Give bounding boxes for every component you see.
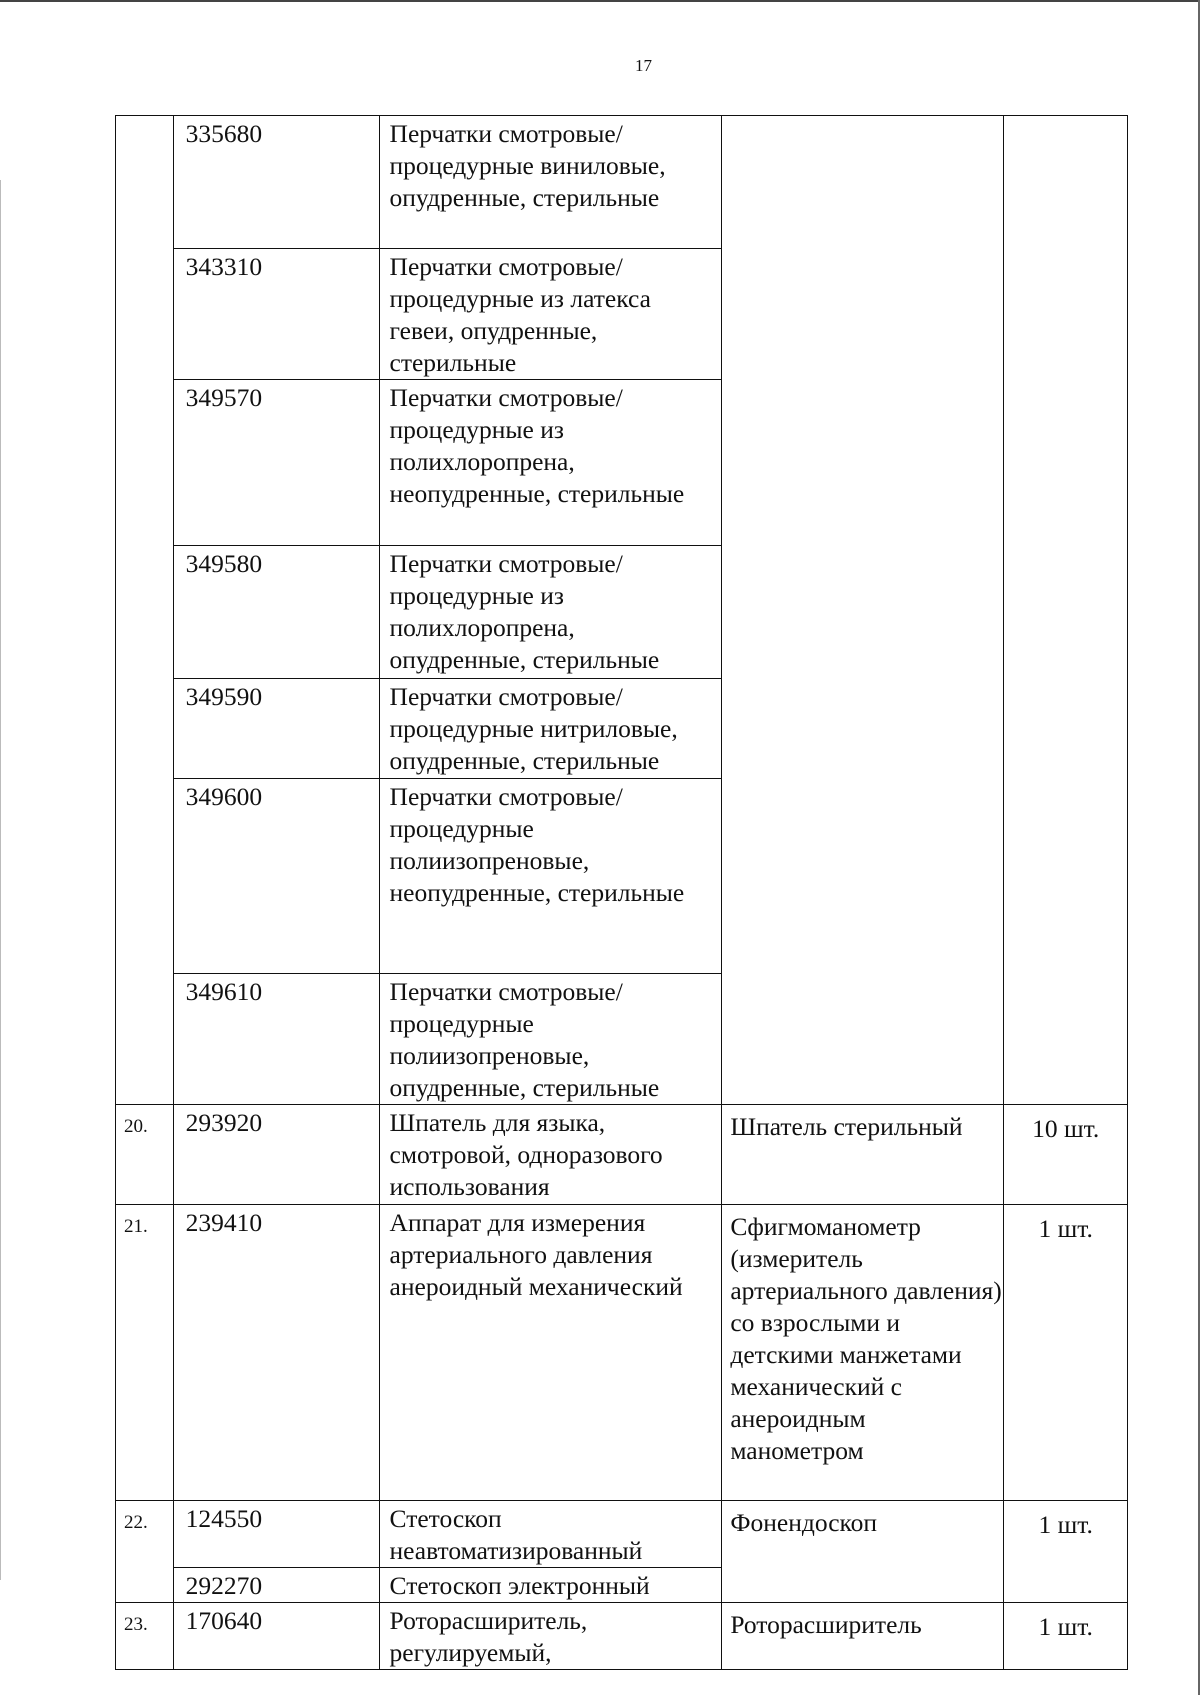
num-cell-empty <box>116 116 174 1105</box>
equipment-cell: Шпатель стерильный <box>722 1105 1004 1205</box>
row-number: 20. <box>116 1105 174 1205</box>
qty-cell: 10 шт. <box>1004 1105 1128 1205</box>
equipment-table <box>115 115 1128 1670</box>
table-row <box>116 1205 1128 1501</box>
name-cell: Перчатки смотровые/процедурные нитриловые, опудренные, стерильные <box>379 679 722 779</box>
page-number: 17 <box>635 56 652 75</box>
code-cell: 170640 <box>173 1603 379 1670</box>
code-cell: 343310 <box>173 249 379 380</box>
name-cell: Перчатки смотровые/процедурные из полихлоропрена, неопудренные, стерильные <box>379 380 722 546</box>
name-cell: Шпатель для языка, смотровой, одноразового использования <box>379 1105 722 1205</box>
name-cell: Роторасширитель, регулируемый, <box>379 1603 722 1670</box>
equipment-cell: Роторасширитель <box>722 1603 1004 1670</box>
code-cell: 293920 <box>173 1105 379 1205</box>
code-cell: 124550 <box>173 1501 379 1568</box>
name-cell: Перчатки смотровые/процедурные из латекса гевеи, опудренные, стерильные <box>379 249 722 380</box>
scan-edge-left <box>0 180 1 1580</box>
name-cell: Стетоскоп электронный <box>379 1568 722 1603</box>
code-cell: 349590 <box>173 679 379 779</box>
name-cell: Перчатки смотровые/процедурные полиизопреновые, опудренные, стерильные <box>379 974 722 1105</box>
row-number: 22. <box>116 1501 174 1603</box>
table-row <box>116 1105 1128 1205</box>
equipment-cell: Сфигмоманометр (измеритель артериального давления) со взрослыми и детскими манжетами механический с анероидным манометром <box>722 1205 1004 1501</box>
qty-cell: 1 шт. <box>1004 1603 1128 1670</box>
row-number: 23. <box>116 1603 174 1670</box>
name-cell: Перчатки смотровые/процедурные из полихлоропрена, опудренные, стерильные <box>379 546 722 679</box>
code-cell: 349600 <box>173 779 379 974</box>
scan-edge-top <box>0 0 1200 2</box>
table-row <box>116 116 1128 249</box>
code-cell: 349580 <box>173 546 379 679</box>
code-cell: 349570 <box>173 380 379 546</box>
row-number: 21. <box>116 1205 174 1501</box>
table-row <box>116 1501 1128 1568</box>
name-cell: Аппарат для измерения артериального давления анероидный механический <box>379 1205 722 1501</box>
qty-cell: 1 шт. <box>1004 1501 1128 1603</box>
code-cell: 335680 <box>173 116 379 249</box>
equipment-cell-empty <box>722 116 1004 1105</box>
code-cell: 292270 <box>173 1568 379 1603</box>
code-cell: 349610 <box>173 974 379 1105</box>
qty-cell-empty <box>1004 116 1128 1105</box>
name-cell: Перчатки смотровые/процедурные полиизопреновые, неопудренные, стерильные <box>379 779 722 974</box>
code-cell: 239410 <box>173 1205 379 1501</box>
name-cell: Стетоскоп неавтоматизированный <box>379 1501 722 1568</box>
table-row <box>116 1603 1128 1670</box>
equipment-cell: Фонендоскоп <box>722 1501 1004 1603</box>
name-cell: Перчатки смотровые/процедурные виниловые, опудренные, стерильные <box>379 116 722 249</box>
qty-cell: 1 шт. <box>1004 1205 1128 1501</box>
